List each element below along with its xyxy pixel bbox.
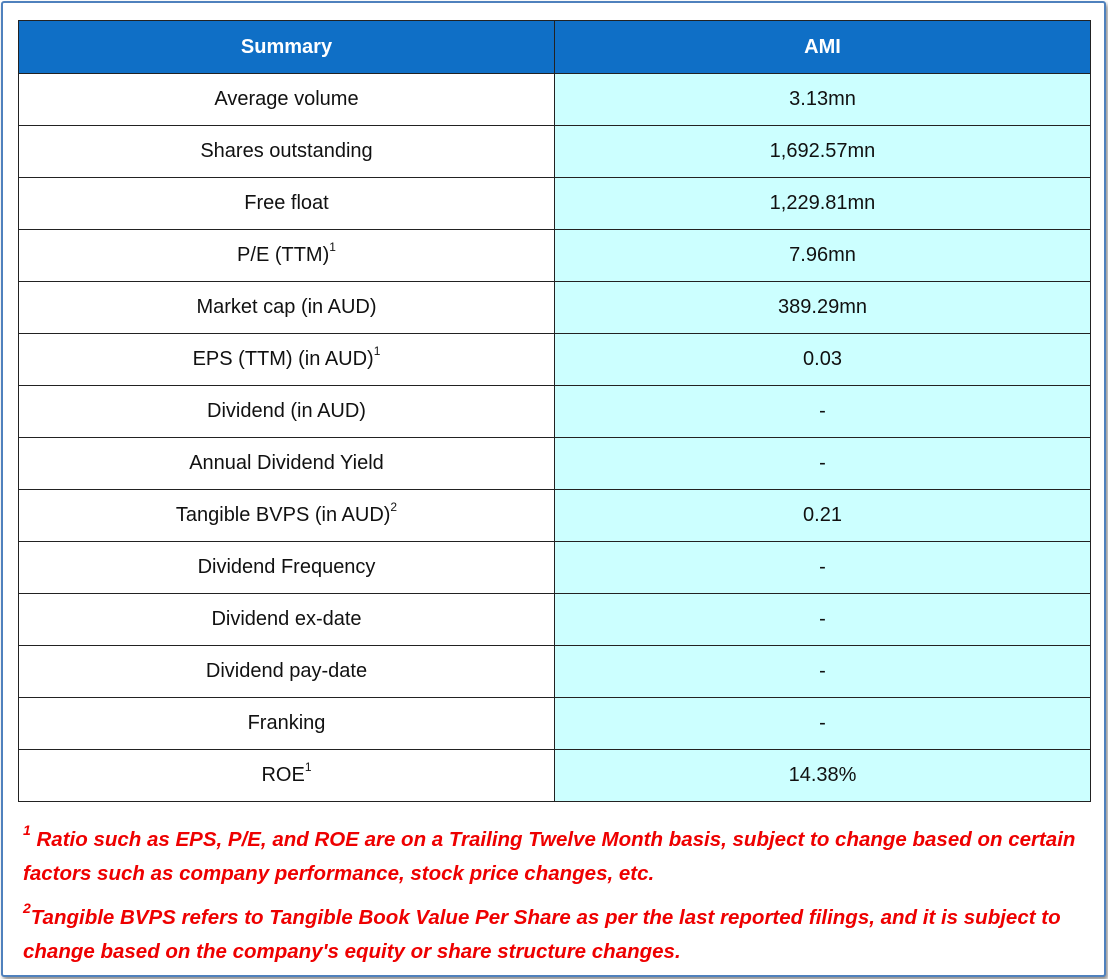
header-ami: AMI <box>555 21 1091 74</box>
row-value: 0.21 <box>555 490 1091 542</box>
footnote-ref: 1 <box>304 760 312 775</box>
table-row <box>19 438 1091 490</box>
row-value: - <box>555 542 1091 594</box>
table-row <box>19 490 1091 542</box>
table-row <box>19 594 1091 646</box>
row-label-cell <box>19 594 555 646</box>
row-label-cell <box>19 126 555 178</box>
row-label: Market cap (in AUD) <box>196 296 377 318</box>
row-value: 0.03 <box>555 334 1091 386</box>
table-row <box>19 230 1091 282</box>
row-label-cell <box>19 230 555 282</box>
row-label-cell <box>19 490 555 542</box>
footnote-1 <box>23 823 1093 891</box>
footnote-marker: 2 <box>23 900 31 917</box>
row-label-cell <box>19 646 555 698</box>
row-label-cell <box>19 750 555 802</box>
header-summary: Summary <box>19 21 555 74</box>
row-label: Dividend Frequency <box>197 556 376 578</box>
row-label-cell <box>19 334 555 386</box>
row-label-cell <box>19 282 555 334</box>
row-label: ROE <box>261 764 305 786</box>
row-value: 389.29mn <box>555 282 1091 334</box>
row-label: Dividend ex-date <box>211 608 362 630</box>
table-body <box>19 74 1091 802</box>
row-value: 1,692.57mn <box>555 126 1091 178</box>
footnote-text: Tangible BVPS refers to Tangible Book Value Per Share as per the last reported filings, and it is subject to change based on the company's equity or share structure changes. <box>23 906 1061 963</box>
footnote-marker: 1 <box>23 822 31 839</box>
summary-table <box>18 20 1091 802</box>
row-value: 7.96mn <box>555 230 1091 282</box>
table-row <box>19 74 1091 126</box>
row-label-cell <box>19 438 555 490</box>
table-row <box>19 126 1091 178</box>
footnote-2 <box>23 901 1093 969</box>
row-value: - <box>555 594 1091 646</box>
row-label: Dividend pay-date <box>205 660 368 682</box>
row-label: Free float <box>244 192 329 214</box>
footnote-text: Ratio such as EPS, P/E, and ROE are on a Trailing Twelve Month basis, subject to change based on certain factors such as company performance, stock price changes, etc. <box>23 828 1076 885</box>
table-header-row <box>19 21 1091 74</box>
table-row <box>19 282 1091 334</box>
row-label: Dividend (in AUD) <box>207 400 366 422</box>
row-value: 3.13mn <box>555 74 1091 126</box>
row-label-cell <box>19 698 555 750</box>
row-value: 14.38% <box>555 750 1091 802</box>
table-row <box>19 334 1091 386</box>
row-value: - <box>555 646 1091 698</box>
row-label: Franking <box>247 712 326 734</box>
table-row <box>19 750 1091 802</box>
row-label: Tangible BVPS (in AUD) <box>175 504 391 526</box>
row-label-cell <box>19 178 555 230</box>
footnote-ref: 1 <box>373 344 381 359</box>
table-row <box>19 698 1091 750</box>
row-label-cell <box>19 74 555 126</box>
row-label: Average volume <box>214 88 359 110</box>
table-row <box>19 178 1091 230</box>
row-label-cell <box>19 542 555 594</box>
row-label-cell <box>19 386 555 438</box>
row-value: - <box>555 698 1091 750</box>
table-row <box>19 542 1091 594</box>
row-label: P/E (TTM) <box>237 244 330 266</box>
row-value: - <box>555 438 1091 490</box>
row-value: - <box>555 386 1091 438</box>
row-label: EPS (TTM) (in AUD) <box>192 348 374 370</box>
row-value: 1,229.81mn <box>555 178 1091 230</box>
row-label: Shares outstanding <box>200 140 373 162</box>
footnote-ref: 2 <box>390 500 398 515</box>
footnote-ref: 1 <box>329 240 336 255</box>
footnotes <box>23 823 1093 979</box>
summary-frame <box>1 1 1106 977</box>
table-row <box>19 646 1091 698</box>
table-row <box>19 386 1091 438</box>
row-label: Annual Dividend Yield <box>189 452 384 474</box>
